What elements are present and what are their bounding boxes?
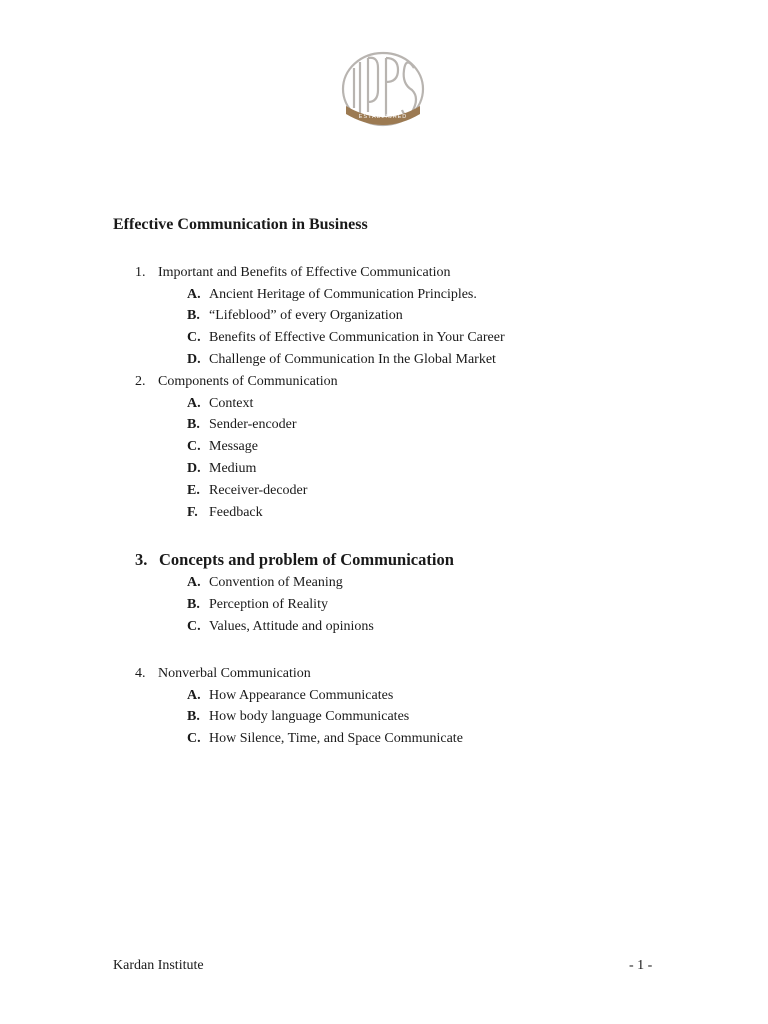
list-item	[0, 284, 768, 306]
item-letter: B.	[187, 596, 200, 612]
list-item	[0, 327, 768, 349]
item-letter: C.	[187, 439, 201, 455]
item-letter: A.	[187, 286, 201, 302]
item-letter: B.	[187, 308, 200, 324]
list-item	[0, 436, 768, 458]
list-item	[0, 414, 768, 436]
section-3	[0, 548, 768, 637]
item-letter: C.	[187, 731, 201, 747]
item-text: Benefits of Effective Communication in Your Career	[209, 330, 505, 346]
item-text: Perception of Reality	[209, 596, 328, 612]
item-text: How body language Communicates	[209, 709, 410, 725]
section-number: 4.	[135, 666, 146, 681]
list-item	[0, 458, 768, 480]
item-text: Values, Attitude and opinions	[209, 618, 374, 634]
list-item	[0, 616, 768, 638]
logo-banner-text: ESTABLISHED	[358, 114, 408, 120]
list-item	[0, 480, 768, 502]
list-item	[0, 594, 768, 616]
item-text: Medium	[209, 461, 257, 477]
item-text: “Lifeblood” of every Organization	[209, 308, 403, 324]
item-letter: D.	[187, 461, 201, 477]
section-title: Nonverbal Communication	[158, 666, 311, 681]
section-heading	[0, 548, 768, 572]
list-item	[0, 685, 768, 707]
list-item	[0, 728, 768, 750]
footer-page-number: - 1 -	[629, 958, 653, 973]
item-letter: A.	[187, 575, 201, 590]
item-letter: A.	[187, 687, 201, 703]
item-letter: F.	[187, 504, 198, 520]
item-letter: A.	[187, 395, 201, 411]
item-letter: D.	[187, 352, 201, 368]
section-number: 1.	[135, 265, 146, 280]
item-letter: C.	[187, 330, 201, 346]
logo-letter-2	[368, 58, 378, 112]
item-text: Challenge of Communication In the Global Market	[209, 352, 496, 368]
section-4	[0, 663, 768, 750]
list-item	[0, 502, 768, 524]
item-letter: E.	[187, 482, 200, 498]
item-text: Sender-encoder	[209, 417, 297, 433]
item-text: Feedback	[209, 504, 263, 520]
item-text: Receiver-decoder	[209, 482, 308, 498]
list-item	[0, 393, 768, 415]
logo-letter-1	[354, 62, 360, 114]
section-title: Concepts and problem of Communication	[159, 550, 454, 569]
section-number: 2.	[135, 374, 146, 389]
footer-institution: Kardan Institute	[113, 958, 204, 973]
logo-letter-4	[402, 62, 416, 115]
document-title: Effective Communication in Business	[113, 216, 368, 233]
item-letter: B.	[187, 709, 200, 725]
item-letter: B.	[187, 417, 200, 433]
list-item	[0, 349, 768, 371]
section-heading	[0, 663, 768, 685]
section-title: Components of Communication	[158, 374, 338, 389]
section-2	[0, 371, 768, 523]
section-title: Important and Benefits of Effective Communication	[158, 265, 451, 280]
section-heading	[0, 262, 768, 284]
section-heading	[0, 371, 768, 393]
item-text: How Appearance Communicates	[209, 687, 394, 703]
list-item	[0, 572, 768, 594]
item-text: Context	[209, 395, 254, 411]
item-text: How Silence, Time, and Space Communicate	[209, 731, 463, 747]
institute-logo	[340, 50, 426, 132]
item-text: Message	[209, 439, 258, 455]
item-text: Convention of Meaning	[209, 575, 343, 590]
section-number: 3.	[135, 550, 148, 569]
section-1	[0, 262, 768, 371]
list-item	[0, 305, 768, 327]
item-text: Ancient Heritage of Communication Principles.	[209, 286, 477, 302]
item-letter: C.	[187, 618, 201, 634]
list-item	[0, 706, 768, 728]
logo-letter-3	[386, 58, 398, 116]
